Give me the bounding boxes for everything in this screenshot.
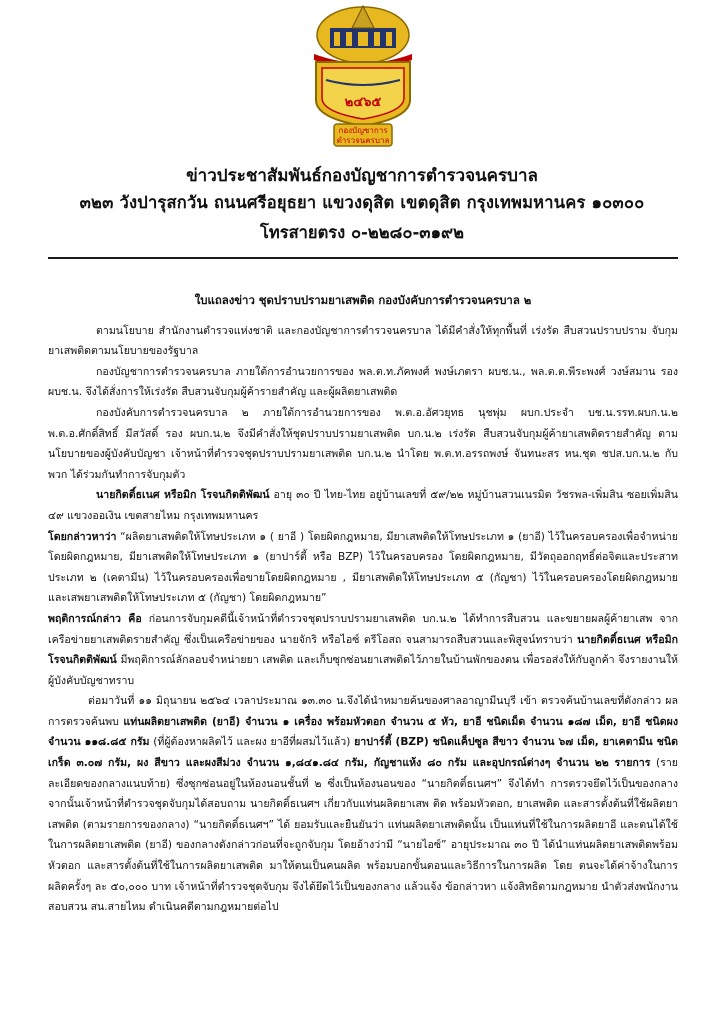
paragraph-division: กองบังคับการตำรวจนครบาล ๒ ภายใต้การอำนวยการของ พ.ต.อ.อัศวยุทธ นุชพุ่ม ผบก.ประจำ บช.น.รรท.ผบก.น.๒ พ.ต.อ.ศักดิ์สิทธิ์ มีสวัสดิ์ รอง ผบก.น.๒ จึงมีคำสั่งให้ชุดปราบปรามยาเสพติด บก.น.๒ เร่งรัด สืบสวนจับกุมผู้ค้ายาเสพติดรายสำคัญ ตามนโยบายของผู้บังคับบัญชา เจ้าหน้าที่ตำรวจชุดปราบปรามยาเสพติด บก.น.๒ นำโดย พ.ต.ท.อรรถพงษ์ จันทนะสร หน.ชุด ชปส.บก.น.๒ กับพวก ได้ร่วมกันทำการจับกุมตัว [48,406,678,481]
paragraph-charges [48,527,678,609]
header-divider [48,257,678,259]
header-address: ๓๒๓ วังปารุสกวัน ถนนศรีอยุธยา แขวงดุสิต เขตดุสิต กรุงเทพมหานคร ๑๐๓๐๐ [79,193,645,212]
police-emblem-icon [304,2,422,150]
search-text-c: (ที่ผู้ต้องหาผลิตไว้ และผง ยาอีที่ผสมไว้แล้ว) [149,736,355,749]
paragraph-command: กองบัญชาการตำรวจนครบาล ภายใต้การอำนวยการของ พล.ต.ท.ภัคพงศ์ พงษ์เภตรา ผบช.น., พล.ต.ต.พีระพงศ์ วงษ์สมาน รอง ผบช.น. จึงได้สั่งการให้เร่งรัด สืบสวนจับกุมผู้ค้ารายสำคัญ และผู้ผลิตยาเสพติด [48,365,678,399]
circumstances-text-a: ก่อนการจับกุมคดีนี้เจ้าหน้าที่ตำรวจชุดปราบปรามยาเสพติด บก.น.๒ ได้ทำการสืบสวน และขยายผลผู้ค้ายาเสพ จากเครือข่ายยาเสพติดรายสำคัญ ซึ่งเป็นเครือข่ายของ นายจักริ หรือไอซ์ ตรีโอสถ จนสามารถสืบสวนและพิสูจน์ทราบว่า [48,612,678,646]
emblem-caption-2: ตำรวจนครบาล [336,136,390,145]
paragraph-circumstances [48,609,678,691]
paragraph-search [48,691,678,918]
seized-items-2: ยาปาร์ตี้ (BZP) ชนิดแค็ปซูล สีขาว จำนวน ๖๗ เม็ด, ยาเคตามีน ชนิดเกร็ด ๓.๐๗ กรัม, ผง สีขาว และผงสีม่วง จำนวน ๑,๘๔๑.๘๔ กรัม, กัญชาแห้ง ๘๐ กรัม และอุปกรณ์ต่างๆ จำนวน ๒๒ รายการ [48,736,678,770]
document-title: ใบแถลงข่าว ชุดปราบปรามยาเสพติด กองบังคับการตำรวจนครบาล ๒ [194,293,532,307]
paragraph-policy: ตามนโยบาย สำนักงานตำรวจแห่งชาติ และกองบัญชาการตำรวจนครบาล ได้มีคำสั่งให้ทุกพื้นที่ เร่งรัด สืบสวนปราบปราม จับกุมยาเสพติดตามนโยบายของรัฐบาล [48,324,678,358]
charges-text: “ผลิตยาเสพติดให้โทษประเภท ๑ ( ยาอี ) โดยผิดกฎหมาย, มียาเสพติดให้โทษประเภท ๑ (ยาอี) ไว้ในครอบครองเพื่อจำหน่ายโดยผิดกฎหมาย, มียาเสพติดให้โทษประเภท ๑ (ยาปาร์ตี้ หรือ BZP) ไว้ในครอบครอง โดยผิดกฎหมาย, มีวัตถุออกฤทธิ์ต่อจิตและประสาท ประเภท ๒ (เคตามีน) ไว้ในครอบครองเพื่อขายโดยผิดกฎหมาย , มียาเสพติดให้โทษประเภท ๕ (กัญชา) ไว้ในครอบครองโดยผิดกฎหมาย และเสพยาเสพติดให้โทษประเภท ๕ (กัญชา) โดยผิดกฎหมาย” [48,530,678,605]
header-phone: โทรสายตรง ๐-๒๒๘๐-๓๑๙๒ [259,223,465,242]
suspect-name: นายกิตติ์ธเนศ หรือมิก โรจนกิตติพัฒน์ [96,489,270,502]
circumstances-suspect-name: นายกิตติ์ธเนศ หรือมิก โรจนกิตติพัฒน์ [48,633,678,667]
circumstances-text-b: มีพฤติการณ์ลักลอบจำหน่ายยา เสพติด และเก็บซุกซ่อนยาเสพติดไว้ภายในบ้านพักของตน เพื่อรอส่งให้กับลูกค้า จึงรายงานให้ผู้บังคับบัญชาทราบ [48,654,678,687]
seized-items-1: แท่นผลิตยาเสพติด (ยาอี) จำนวน ๑ เครื่อง พร้อมหัวตอก จำนวน ๕ หัว, ยาอี ชนิดเม็ด จำนวน ๑๘๗ เม็ด, ยาอี ชนิดผง จำนวน ๑๑๘.๘๕ กรัม [48,715,678,749]
circumstances-label: พฤติการณ์กล่าว คือ [48,612,142,625]
search-text-a: ต่อมาวันที่ ๑๑ มิถุนายน ๒๕๖๔ เวลาประมาณ ๑๓.๓๐ น.จึงได้นำหมายค้นของศาลอาญามีนบุรี เข้า ตรวจค้นบ้านเลขที่ดังกล่าว ผลการตรวจค้นพบ [48,695,678,728]
charges-label: โดยกล่าวหาว่า [48,530,117,543]
suspect-details: อายุ ๓๐ ปี ไทย-ไทย อยู่บ้านเลขที่ ๕๙/๒๒ หมู่บ้านสวนเนรมิต วัชรพล-เพิ่มสิน ซอยเพิ่มสิน ๔๙ แขวงออเงิน เขตสายไหม กรุงเทพมหานคร [48,489,679,522]
emblem-year: ๒๔๖๕ [344,95,382,110]
document-body [48,290,678,918]
emblem-caption-1: กองบัญชาการ [338,126,388,135]
search-text-d: (รายละเอียดของกลางแนบท้าย) ซึ่งซุกซ่อนอยู่ในห้องนอนชั้นที่ ๒ ซึ่งเป็นห้องนอนของ “นายกิตติ์ธเนศฯ” จึงได้ทำ การตรวจยึดไว้เป็นของกลาง จากนั้นเจ้าหน้าที่ตำรวจชุดจับกุมได้สอบถาม นายกิตติ์ธเนศฯ เกี่ยวกับแท่นผลิตยาเสพ ติด พร้อมหัวตอก, ยาเสพติด และสารตั้งต้นที่ใช้ผลิตยาเสพติด (ตามรายการของกลาง) “นายกิตติ์ธเนศฯ” ได้ ยอมรับและยืนยันว่า แท่นผลิตยาเสพติดนั้น เป็นแท่นที่ใช้ในการผลิตยาอี และตนได้ใช้ในการผลิตยาเสพติด (ยาอี) ของกลางดังกล่าวก่อนที่จะถูกจับกุม โดยอ้างว่ามี “นายไอซ์” อายุประมาณ ๓๐ ปี ได้นำแท่นผลิตยาเสพติดพร้อม หัวตอก และสารตั้งต้นที่ใช้ในการผลิตยาเสพติด มาให้ตนเป็นคนผลิต พร้อมบอกขั้นตอนและวิธีการในการผลิต โดย ตนจะได้ค่าจ้างในการผลิตครั้งๆ ละ ๕๐,๐๐๐ บาท เจ้าหน้าที่ตำรวจชุดจับกุม จึงได้ยึดไว้เป็นของกลาง แล้วแจ้ง ข้อกล่าวหา แจ้งสิทธิตามกฎหมาย นำตัวส่งพนักงานสอบสวน สน.สายไหม ดำเนินคดีตามกฎหมายต่อไป [48,757,678,914]
paragraph-suspect [48,485,678,526]
header-title: ข่าวประชาสัมพันธ์กองบัญชาการตำรวจนครบาล [186,166,538,186]
